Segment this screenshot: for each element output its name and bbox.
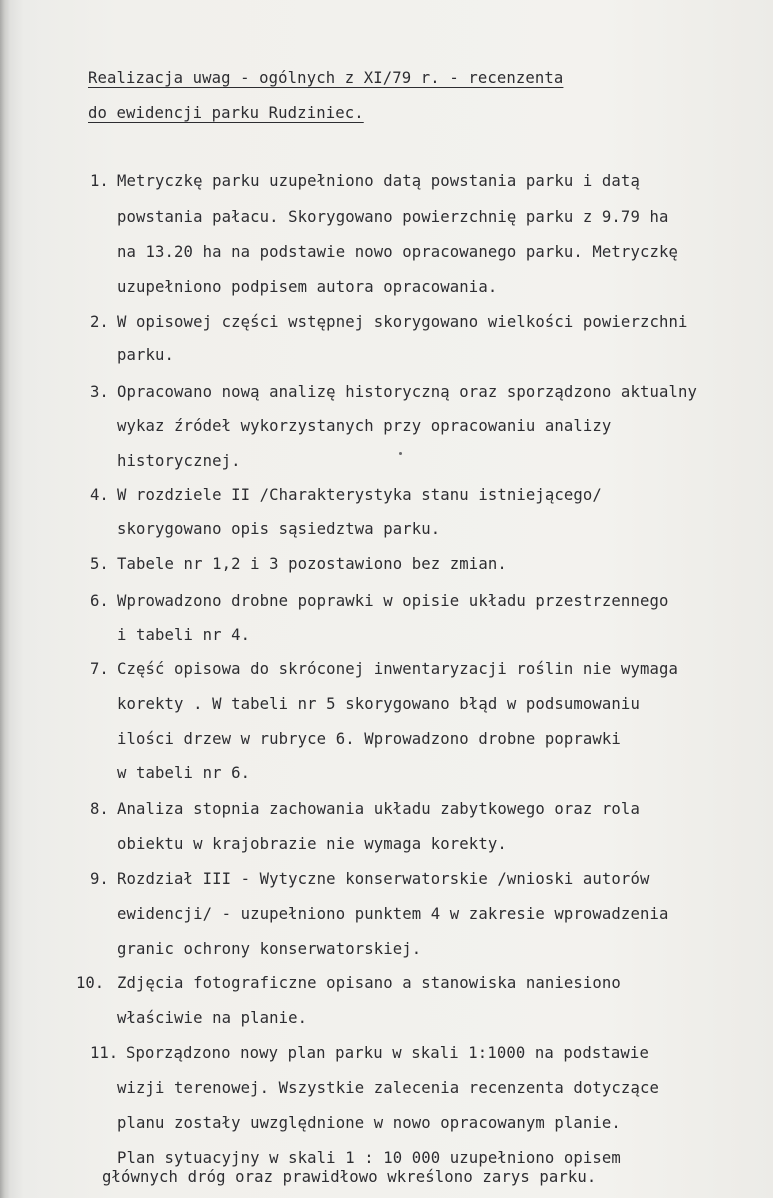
item-2-line-2: parku.	[117, 346, 175, 364]
item-11-line-1: Sporządzono nowy plan parku w skali 1:1000 na podstawie	[126, 1044, 649, 1062]
item-number: 1.	[90, 172, 109, 190]
item-1-line-3: na 13.20 ha na podstawie nowo opracowanego parku. Metryczkę	[117, 243, 678, 261]
item-6-line-1: Wprowadzono drobne poprawki w opisie układu przestrzennego	[117, 592, 669, 610]
item-10-line-1: Zdjęcia fotograficzne opisano a stanowiska naniesiono	[117, 974, 621, 992]
item-number: 5.	[90, 555, 109, 573]
item-8-line-1: Analiza stopnia zachowania układu zabytkowego oraz rola	[117, 800, 640, 818]
item-number: 7.	[90, 660, 109, 678]
item-3-line-1: Opracowano nową analizę historyczną oraz sporządzono aktualny	[117, 383, 698, 401]
item-11-line-3: planu zostały uwzględnione w nowo opracowanym planie.	[117, 1114, 621, 1132]
item-2-line-1: W opisowej części wstępnej skorygowano wielkości powierzchni	[117, 313, 688, 331]
item-7-line-4: w tabeli nr 6.	[117, 764, 251, 782]
heading-line-2: do ewidencji parku Rudziniec.	[88, 104, 364, 122]
item-number: 10.	[76, 974, 105, 992]
item-4-line-1: W rozdziele II /Charakterystyka stanu istniejącego/	[117, 486, 602, 504]
item-7-line-2: korekty . W tabeli nr 5 skorygowano błąd w podsumowaniu	[117, 695, 640, 713]
closing-line-2: głównych dróg oraz prawidłowo wkreślono zarys parku.	[102, 1168, 597, 1186]
item-number: 8.	[90, 800, 109, 818]
item-10-line-2: właściwie na planie.	[117, 1009, 308, 1027]
item-1-line-2: powstania pałacu. Skorygowano powierzchnię parku z 9.79 ha	[117, 208, 669, 226]
item-3-line-3: historycznej.	[117, 452, 241, 470]
item-3-line-2: wykaz źródeł wykorzystanych przy opracowaniu analizy	[117, 417, 612, 435]
paper-speck	[399, 452, 402, 455]
item-7-line-3: ilości drzew w rubryce 6. Wprowadzono drobne poprawki	[117, 730, 621, 748]
closing-line-1: Plan sytuacyjny w skali 1 : 10 000 uzupełniono opisem	[117, 1149, 621, 1167]
item-9-line-2: ewidencji/ - uzupełniono punktem 4 w zakresie wprowadzenia	[117, 905, 669, 923]
item-4-line-2: skorygowano opis sąsiedztwa parku.	[117, 520, 441, 538]
item-number: 2.	[90, 313, 109, 331]
item-7-line-1: Część opisowa do skróconej inwentaryzacji roślin nie wymaga	[117, 660, 678, 678]
page-edge-shadow	[0, 0, 10, 1198]
item-8-line-2: obiektu w krajobrazie nie wymaga korekty.	[117, 835, 507, 853]
item-9-line-1: Rozdział III - Wytyczne konserwatorskie /wnioski autorów	[117, 870, 650, 888]
item-number: 3.	[90, 383, 109, 401]
item-9-line-3: granic ochrony konserwatorskiej.	[117, 940, 422, 958]
item-1-line-4: uzupełniono podpisem autora opracowania.	[117, 278, 498, 296]
item-6-line-2: i tabeli nr 4.	[117, 626, 251, 644]
item-5-line-1: Tabele nr 1,2 i 3 pozostawiono bez zmian.	[117, 555, 507, 573]
item-number: 11.	[90, 1044, 119, 1062]
item-11-line-2: wizji terenowej. Wszystkie zalecenia recenzenta dotyczące	[117, 1079, 659, 1097]
item-number: 6.	[90, 592, 109, 610]
item-number: 9.	[90, 870, 109, 888]
item-1-line-1: Metryczkę parku uzupełniono datą powstania parku i datą	[117, 172, 640, 190]
item-number: 4.	[90, 486, 109, 504]
heading-line-1: Realizacja uwag - ogólnych z XI/79 r. - recenzenta	[88, 69, 564, 87]
